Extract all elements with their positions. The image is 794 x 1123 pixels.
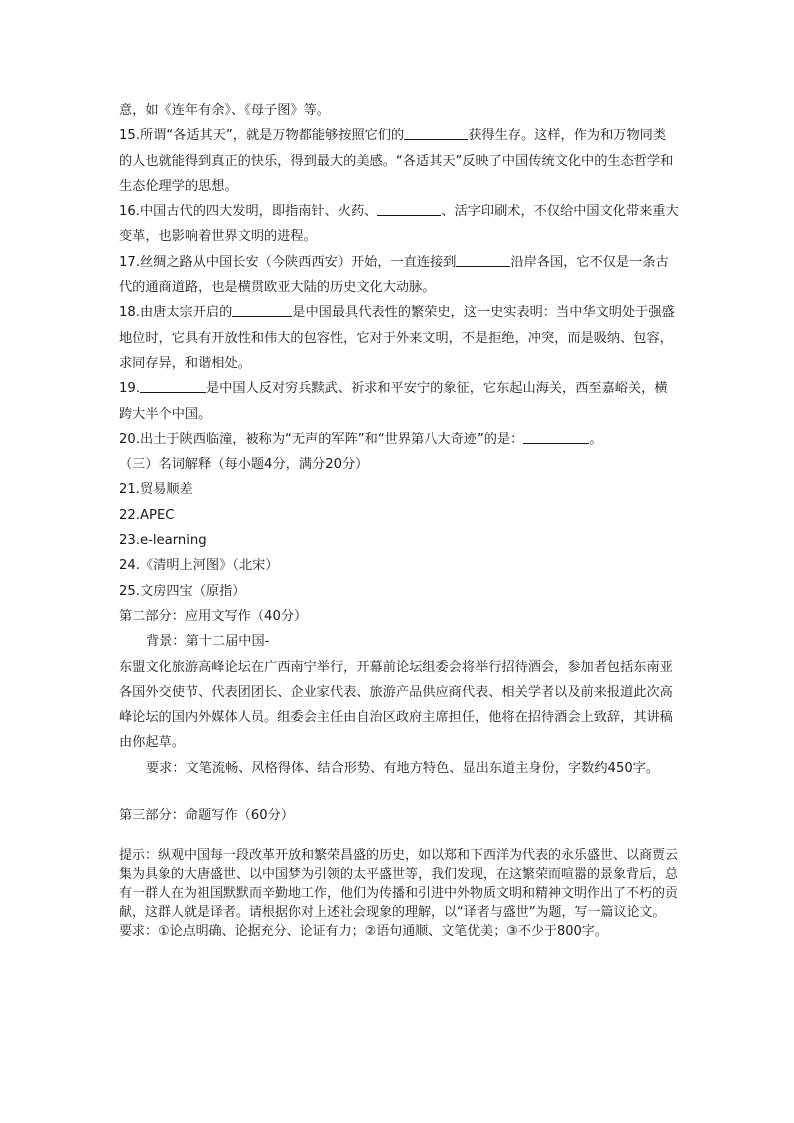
blank-19[interactable] [140,378,206,393]
part-3-requirements: 要求：①论点明确、论据充分、论证有力；②语句通顺、文笔优美；③不少于800字。 [119,924,608,940]
part-3-prompt: 提示：纵观中国每一段改革开放和繁荣昌盛的历史，如以郑和下西洋为代表的永乐盛世、以商贾云集为具象的大唐盛世、以中国梦为引领的太平盛世等，我们发现，在这繁荣而喧嚣的景象背后，总有一群人在为祖国默默而辛勤地工作，他们为传播和引进中外物质文明和精神文明作出了不朽的贡献，这群人就是译者。请根据你对上述社会现象的理解，以“译者与盛世”为题，写一篇议论文。 [119,848,679,921]
question-19: 19. 是中国人反对穷兵黩武、祈求和平安宁的象征，它东起山海关，西至嘉峪关，横跨大半个中国。 [119,376,679,427]
question-20: 20.出土于陕西临潼，被称为“无声的军阵”和“世界第八大奇迹”的是： 。 [119,427,679,452]
question-23: 23.e-learning [119,533,207,549]
question-21: 21.贸易顺差 [119,482,193,498]
blank-15[interactable] [404,125,468,140]
question-24: 24.《清明上河图》（北宋） [119,558,279,574]
blank-18[interactable] [232,302,292,317]
section-3-heading: （三）名词解释（每小题4分，满分20分） [119,457,369,473]
question-18: 18.由唐太宗开启的 是中国最具代表性的繁荣史，这一史实表明：当中华文明处于强盛地位时，它具有开放性和伟大的包容性，它对于外来文明，不是拒绝，冲突，而是吸纳、包容，求同存异，和谐相处。 [119,300,679,376]
blank-16[interactable] [377,201,441,216]
question-17: 17.丝绸之路从中国长安（今陕西西安）开始，一直连接到 沿岸各国，它不仅是一条古代的通商道路，也是横贯欧亚大陆的历史文化大动脉。 [119,250,679,301]
background-intro: 背景：第十二届中国- [146,634,270,650]
part-2-requirements: 要求：文笔流畅、风格得体、结合形势、有地方特色、显出东道主身份，字数约450字。 [146,760,660,776]
part-3-heading: 第三部分：命题写作（60分） [119,808,295,824]
question-16: 16.中国古代的四大发明，即指南针、火药、 、活字印刷术，不仅给中国文化带来重大变革，也影响着世界文明的进程。 [119,199,679,250]
question-14-tail: 意，如《连年有余》、《母子图》等。 [119,103,330,118]
background-body: 东盟文化旅游高峰论坛在广西南宁举行，开幕前论坛组委会将举行招待酒会，参加者包括东南亚各国外交使节、代表团团长、企业家代表、旅游产品供应商代表、相关学者以及前来报道此次高峰论坛的国内外媒体人员。组委会主任由自治区政府主席担任，他将在招待酒会上致辞，其讲稿由你起草。 [119,659,673,751]
question-15: 15.所谓“各适其天”，就是万物都能够按照它们的 获得生存。这样，作为和万物同类的人也就能得到真正的快乐，得到最大的美感。“各适其天”反映了中国传统文化中的生态哲学和生态伦理学的思想。 [119,123,679,199]
blank-17[interactable] [456,252,510,267]
question-22: 22.APEC [119,507,175,523]
question-25: 25.文房四宝（原指） [119,583,246,599]
spacer [119,781,679,803]
part-2-heading: 第二部分：应用文写作（40分） [119,608,308,624]
blank-20[interactable] [523,429,589,444]
document-page [119,98,679,941]
spacer [119,828,679,846]
